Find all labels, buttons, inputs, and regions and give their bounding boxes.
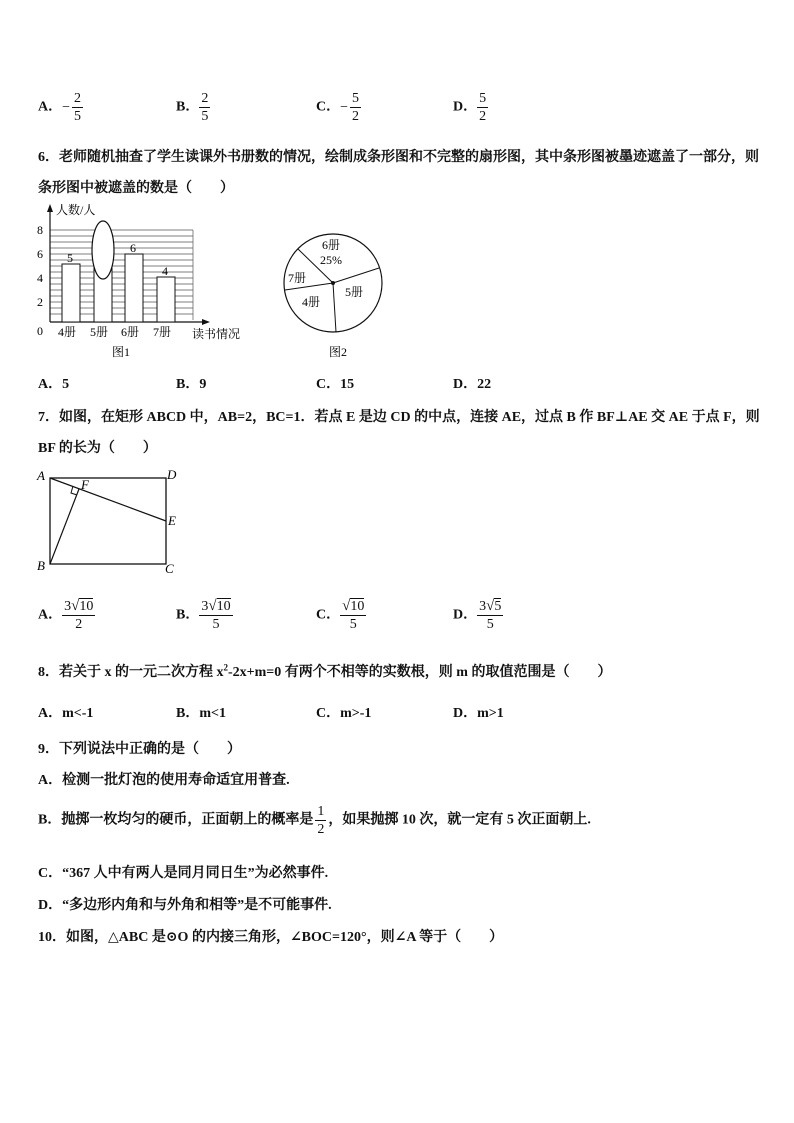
q6-stem-line1: 6．老师随机抽查了学生读课外书册数的情况，绘制成条形图和不完整的扇形图，其中条形图被墨迹遮盖了一部分，则 (38, 150, 759, 165)
y-tick: 2 (37, 295, 43, 309)
category-label: 5册 (90, 325, 109, 339)
fraction: $\frac{5}{2}$ (352, 91, 360, 124)
pie-center (331, 281, 335, 285)
q9-option-c[interactable]: C．“367 人中有两人是同月同日生”为必然事件. (38, 866, 329, 881)
q7-rectangle-figure (34, 466, 184, 578)
x-axis-label: 读书情况 (192, 327, 241, 341)
q8-option-d[interactable]: D．m>1 (453, 706, 504, 721)
point-label: D (167, 467, 177, 482)
pie-label: 7册 (288, 271, 307, 285)
q6-option-c[interactable]: C．15 (316, 377, 355, 392)
q9-option-d[interactable]: D．“多边形内角和与外角和相等”是不可能事件. (38, 898, 332, 913)
q8-option-a[interactable]: A．m<-1 (38, 706, 94, 721)
q6-pie-chart (280, 228, 390, 363)
sqrt-icon: √ 10 (342, 598, 365, 614)
y-tick: 4 (37, 271, 43, 285)
category-label: 6册 (121, 325, 140, 339)
x-axis-arrow (202, 319, 210, 325)
segment-ae (50, 478, 166, 521)
rectangle-abcd (50, 478, 166, 564)
bar-label: 6 (130, 241, 136, 255)
fraction: $\frac{2}{5}$ (74, 91, 82, 124)
q7-option-c[interactable]: C． √ 10 5 (316, 598, 365, 632)
sqrt-icon: √ 5 (486, 598, 502, 614)
point-label: A (37, 468, 45, 483)
q7-option-b[interactable]: B． 3 √ 10 5 (176, 598, 231, 632)
bar-4 (62, 264, 80, 322)
q8-stem: 8．若关于 x 的一元二次方程 $x^2-2x+m=0$ 有两个不相等的实数根，则 m 的取值范围是（ ） (38, 662, 612, 680)
point-label: C (165, 561, 174, 576)
q6-stem-line2: 条形图中被遮盖的数是（ ） (38, 181, 234, 196)
q5-option-d[interactable]: D． $\frac{5}{2}$ (453, 91, 487, 124)
point-label: E (168, 513, 176, 528)
sqrt-icon: √ 10 (208, 598, 231, 614)
fraction: $\frac{5}{2}$ (479, 91, 487, 124)
q7-option-d[interactable]: D． 3 √ 5 5 (453, 598, 502, 632)
bar-7 (157, 277, 175, 322)
y-tick: 8 (37, 223, 43, 237)
q9-option-b[interactable]: B．抛掷一枚均匀的硬币，正面朝上的概率是 $\frac{1}{2}$ ，如果抛掷 10 次，就一定有 5 次正面朝上. (38, 804, 591, 837)
pie-label: 6册 (322, 238, 341, 252)
q5-option-b[interactable]: B． $\frac{2}{5}$ (176, 91, 209, 124)
sqrt-icon: √ 10 (71, 598, 94, 614)
q10-stem: 10．如图，△ABC 是⊙O 的内接三角形，∠BOC=120°，则∠A 等于（ ） (38, 930, 504, 945)
q8-option-c[interactable]: C．m>-1 (316, 706, 372, 721)
pie-label: 5册 (345, 285, 364, 299)
q6-bar-chart (30, 200, 260, 365)
q7-stem-line2: BF 的长为（ ） (38, 441, 157, 456)
fraction: 3 √ 10 2 (64, 598, 94, 632)
point-label: B (37, 558, 45, 573)
chart-caption: 图1 (112, 345, 131, 359)
q7-stem-line1: 7．如图，在矩形 ABCD 中，AB=2，BC=1．若点 E 是边 CD 的中点，连接 AE，过点 B 作 BF⊥AE 交 AE 于点 F，则 (38, 410, 760, 425)
fraction: $\frac{2}{5}$ (201, 91, 209, 124)
q6-option-a[interactable]: A．5 (38, 377, 70, 392)
q6-option-b[interactable]: B．9 (176, 377, 207, 392)
bar-label: 4 (162, 264, 168, 278)
y-axis-arrow (47, 204, 53, 212)
y-tick: 0 (37, 324, 43, 338)
fraction: $\frac{1}{2}$ (317, 804, 325, 837)
segment-bf (50, 489, 79, 564)
q7-option-a[interactable]: A． 3 √ 10 2 (38, 598, 94, 632)
q6-option-d[interactable]: D．22 (453, 377, 492, 392)
category-label: 7册 (153, 325, 172, 339)
pie-label: 25% (320, 253, 342, 267)
fraction: 3 √ 10 5 (201, 598, 231, 632)
fraction: √ 10 5 (342, 598, 365, 632)
pie-label: 4册 (302, 295, 321, 309)
bar-6 (125, 254, 143, 322)
ink-blot (92, 221, 114, 279)
q8-option-b[interactable]: B．m<1 (176, 706, 226, 721)
y-axis-label: 人数/人 (56, 203, 96, 217)
point-label: F (81, 477, 89, 492)
q9-stem: 9．下列说法中正确的是（ ） (38, 742, 241, 757)
q5-option-c[interactable]: C．− $\frac{5}{2}$ (316, 91, 360, 124)
q5-option-a[interactable]: A．− $\frac{2}{5}$ (38, 91, 82, 124)
bar-label: 5 (67, 251, 73, 265)
y-tick: 6 (37, 247, 43, 261)
q9-option-a[interactable]: A．检测一批灯泡的使用寿命适宜用普查. (38, 773, 290, 788)
chart-caption: 图2 (329, 345, 348, 359)
fraction: 3 √ 5 5 (479, 598, 502, 632)
category-label: 4册 (58, 325, 77, 339)
